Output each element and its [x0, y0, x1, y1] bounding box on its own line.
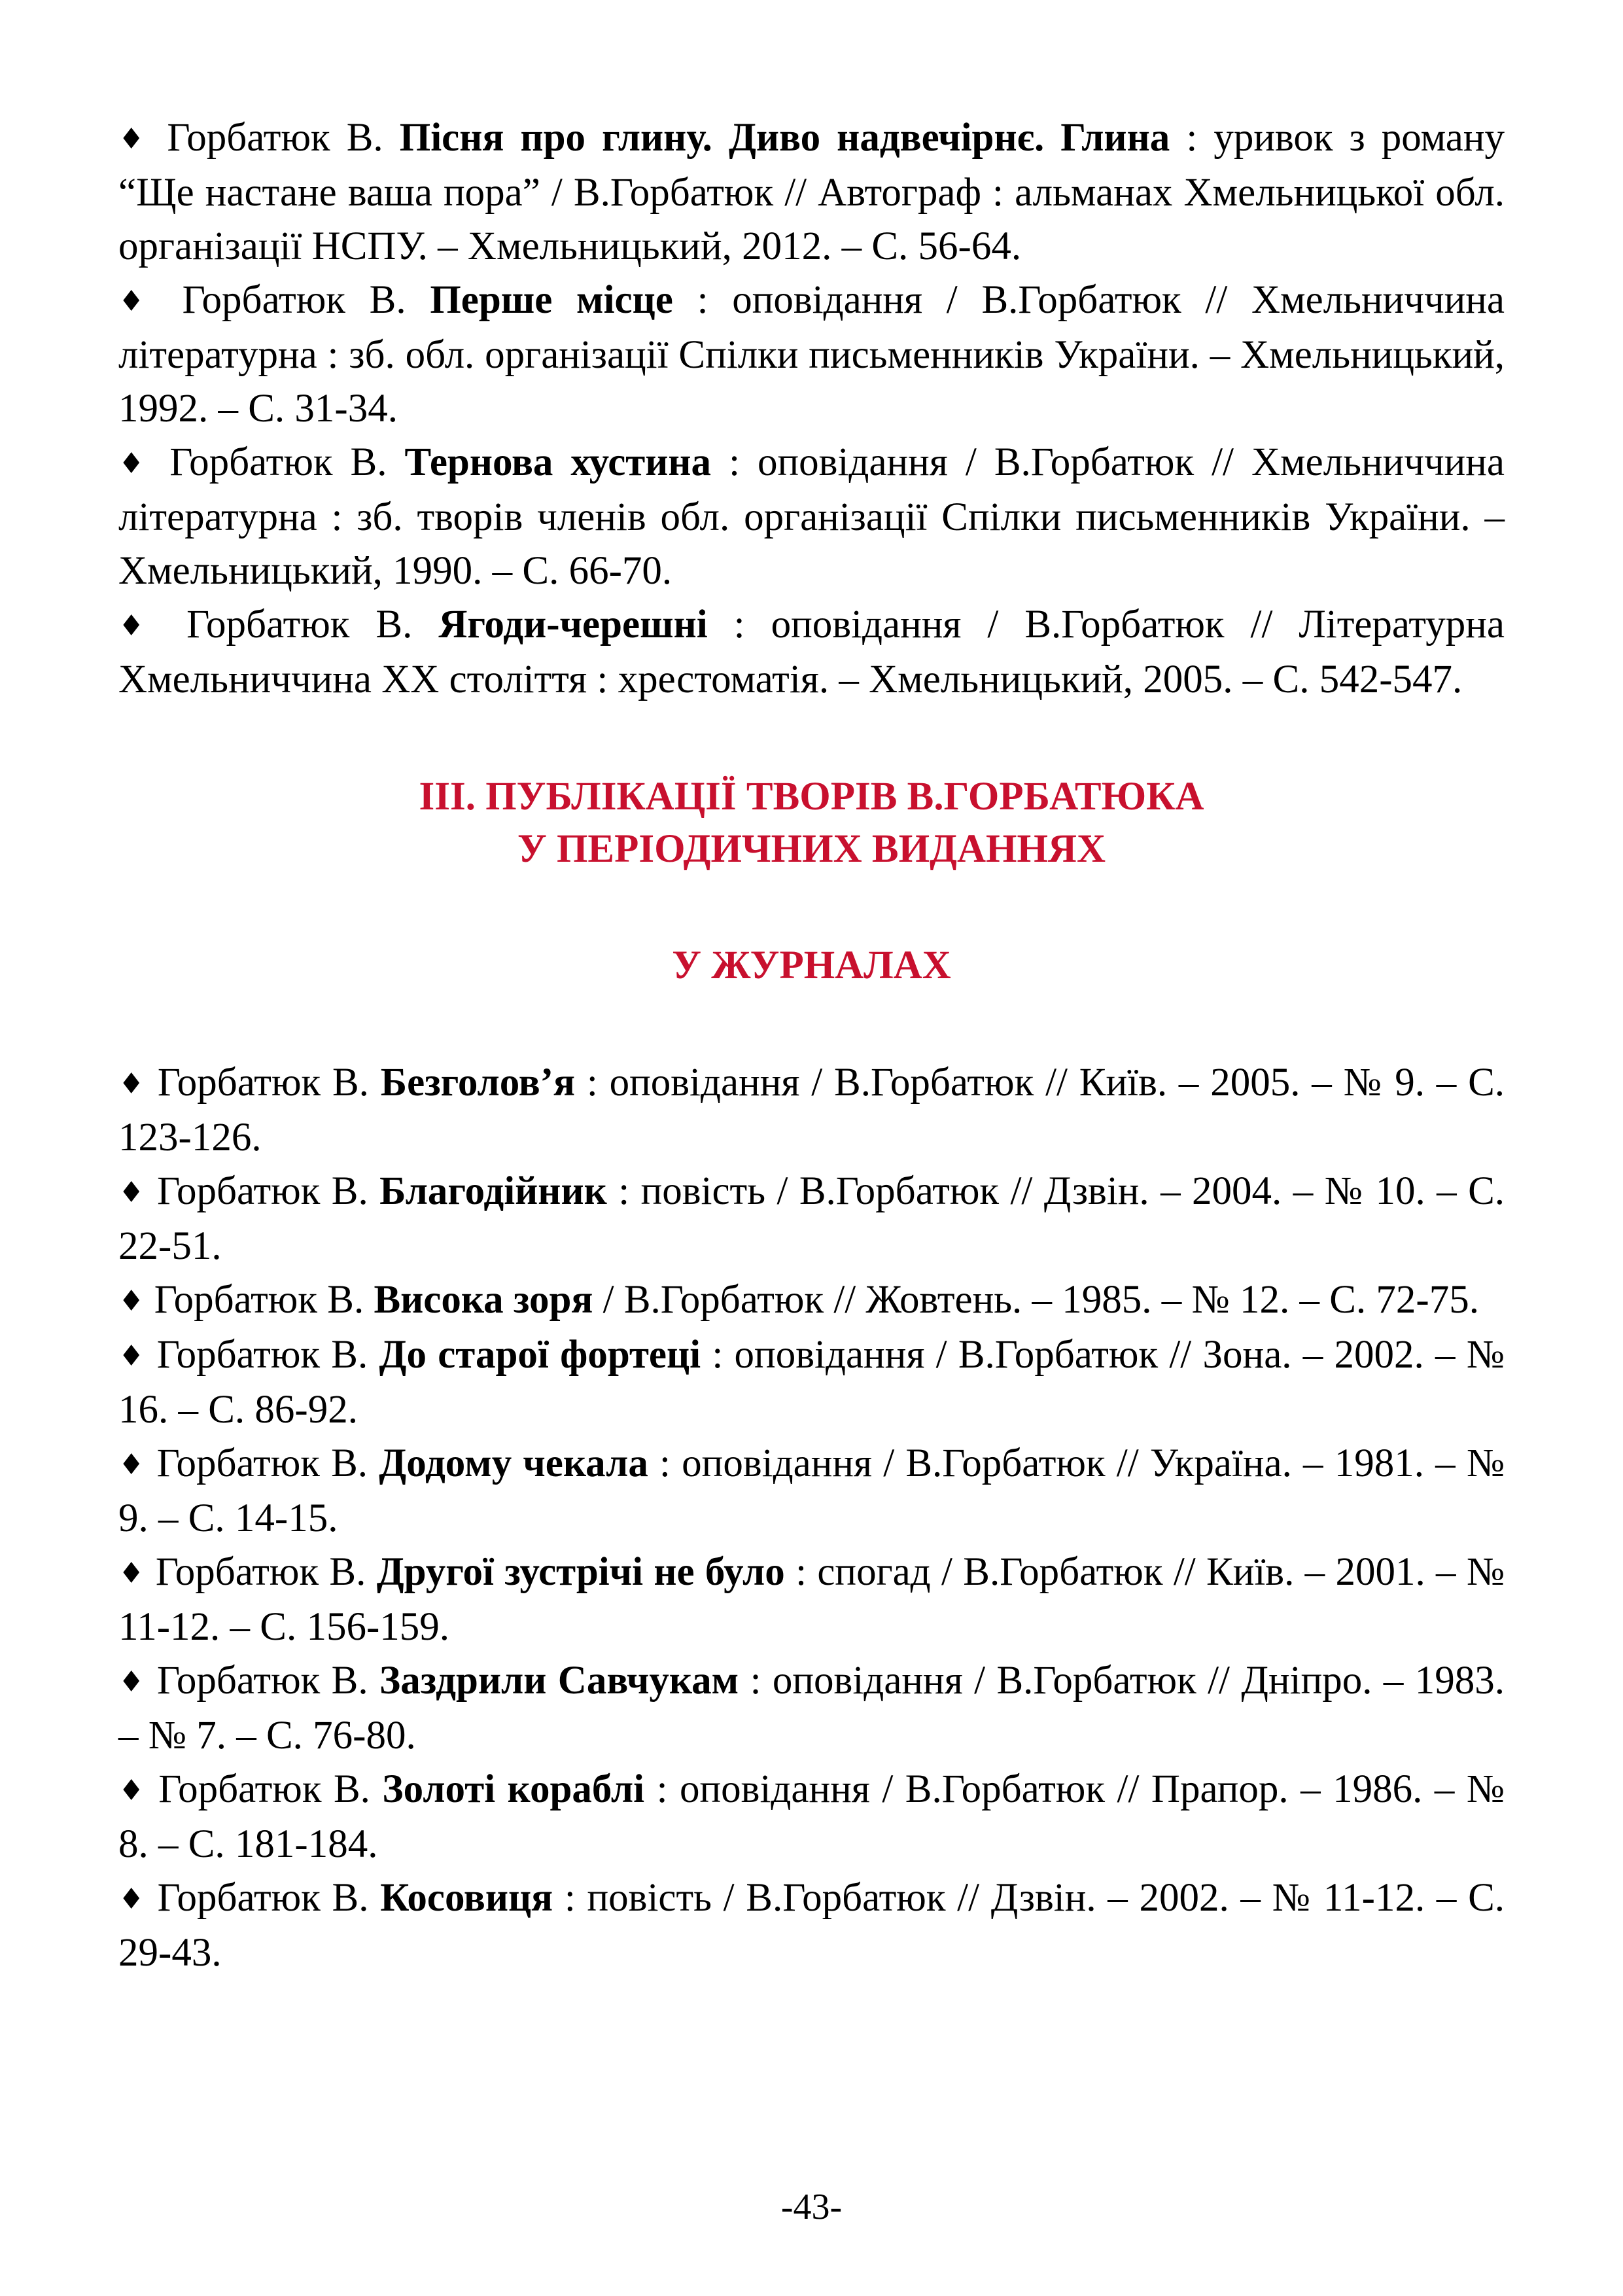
entry-details: : оповідання / В.Горбатюк // Зона. – 2002. – № 16. – С. 86-92.: [118, 1333, 1505, 1432]
entry-author: Горбатюк В.: [155, 1550, 366, 1594]
entry-details: : оповідання / В.Горбатюк // Україна. – 1981. – № 9. – С. 14-15.: [118, 1441, 1505, 1540]
document-page: [118, 111, 1505, 1980]
entry-author: Горбатюк В.: [157, 1169, 368, 1213]
bibliography-list-collections: [118, 111, 1505, 707]
entry-author: Горбатюк В.: [156, 1333, 368, 1377]
entry-details: : повість / В.Горбатюк // Дзвін. – 2002. – № 11-12. – С. 29-43.: [118, 1876, 1505, 1975]
entry-title: Додому чекала: [379, 1441, 648, 1485]
entry-author: Горбатюк В.: [156, 1441, 368, 1485]
entry-details: : спогад / В.Горбатюк // Київ. – 2001. – № 11-12. – С. 156-159.: [118, 1550, 1505, 1649]
entry-details: : повість / В.Горбатюк // Дзвін. – 2004. – № 10. – С. 22-51.: [118, 1169, 1505, 1268]
entry-author: Горбатюк В.: [154, 1278, 364, 1322]
diamond-bullet-icon: ♦: [118, 1882, 146, 1916]
entry-title: Косовиця: [380, 1876, 553, 1920]
entry-title: Безголов’я: [380, 1061, 575, 1104]
entry-author: Горбатюк В.: [186, 603, 413, 646]
entry-details: : оповідання / В.Горбатюк // Літературна Хмельниччина XX століття : хрестоматія. – Хмельницький, 2005. – С. 542-547.: [118, 603, 1505, 701]
entry-author: Горбатюк В.: [157, 1061, 369, 1104]
diamond-bullet-icon: ♦: [118, 447, 152, 480]
entry-details: : оповідання / В.Горбатюк // Хмельниччина літературна : зб. обл. організації Спілки письменників України. – Хмельницький, 1992. – С. 31-34.: [118, 278, 1505, 431]
diamond-bullet-icon: ♦: [118, 1284, 145, 1318]
entry-author: Горбатюк В.: [167, 116, 383, 160]
entry-author: Горбатюк В.: [158, 1767, 370, 1811]
diamond-bullet-icon: ♦: [118, 1176, 146, 1209]
bibliography-entry: [118, 1763, 1505, 1871]
diamond-bullet-icon: ♦: [118, 1448, 146, 1481]
entry-details: : уривок з роману “Ще настане ваша пора” / В.Горбатюк // Автограф : альманах Хмельницької обл. організації НСПУ. – Хмельницький, 2012. – С. 56-64.: [118, 116, 1505, 268]
entry-details: / В.Горбатюк // Жовтень. – 1985. – № 12. – С. 72-75.: [602, 1278, 1479, 1322]
bibliography-entry: [118, 1545, 1505, 1654]
entry-title: Благодійник: [379, 1169, 607, 1213]
diamond-bullet-icon: ♦: [118, 285, 158, 318]
entry-title: Заздрили Савчукам: [379, 1659, 739, 1703]
entry-author: Горбатюк В.: [182, 278, 406, 322]
entry-title: Висока зоря: [374, 1278, 593, 1322]
entry-title: Ягоди-черешні: [438, 603, 708, 646]
bibliography-entry: [118, 274, 1505, 436]
entry-title: Золоті кораблі: [382, 1767, 645, 1811]
diamond-bullet-icon: ♦: [118, 609, 161, 643]
diamond-bullet-icon: ♦: [118, 1665, 146, 1699]
diamond-bullet-icon: ♦: [118, 122, 151, 156]
bibliography-entry: [118, 1871, 1505, 1980]
bibliography-entry: [118, 1437, 1505, 1545]
bibliography-entry: [118, 1328, 1505, 1437]
bibliography-entry: [118, 1273, 1505, 1328]
bibliography-entry: [118, 111, 1505, 274]
entry-author: Горбатюк В.: [157, 1876, 369, 1920]
entry-title: Пісня про глину. Диво надвечірнє. Глина: [399, 116, 1170, 160]
page-number: -43-: [780, 2187, 843, 2227]
entry-details: : оповідання / В.Горбатюк // Хмельниччина літературна : зб. творів членів обл. організації Спілки письменників України. – Хмельницький, 1990. – С. 66-70.: [118, 440, 1505, 593]
bibliography-list-journals: [118, 1056, 1505, 1980]
entry-author: Горбатюк В.: [169, 440, 387, 484]
bibliography-entry: [118, 1654, 1505, 1763]
diamond-bullet-icon: ♦: [118, 1557, 145, 1590]
section-heading-line-2: У ПЕРІОДИЧНИХ ВИДАННЯХ: [517, 827, 1106, 871]
entry-details: : оповідання / В.Горбатюк // Київ. – 2005. – № 9. – С. 123-126.: [118, 1061, 1505, 1159]
bibliography-entry: [118, 598, 1505, 707]
entry-title: Перше місце: [430, 278, 673, 322]
bibliography-entry: [118, 1056, 1505, 1165]
section-heading: [118, 771, 1505, 875]
entry-title: Тернова хустина: [404, 440, 712, 484]
entry-title: Другої зустрічі не було: [376, 1550, 785, 1594]
entry-title: До старої фортеці: [379, 1333, 701, 1377]
entry-details: : оповідання / В.Горбатюк // Прапор. – 1986. – № 8. – С. 181-184.: [118, 1767, 1505, 1866]
entry-details: : оповідання / В.Горбатюк // Дніпро. – 1983. – № 7. – С. 76-80.: [118, 1659, 1505, 1757]
bibliography-entry: [118, 436, 1505, 598]
entry-author: Горбатюк В.: [156, 1659, 368, 1703]
diamond-bullet-icon: ♦: [118, 1774, 147, 1807]
diamond-bullet-icon: ♦: [118, 1067, 147, 1101]
diamond-bullet-icon: ♦: [118, 1339, 146, 1373]
subsection-heading: У ЖУРНАЛАХ: [672, 944, 951, 987]
bibliography-entry: [118, 1165, 1505, 1273]
section-heading-line-1: ІІІ. ПУБЛІКАЦІЇ ТВОРІВ В.ГОРБАТЮКА: [419, 775, 1204, 819]
